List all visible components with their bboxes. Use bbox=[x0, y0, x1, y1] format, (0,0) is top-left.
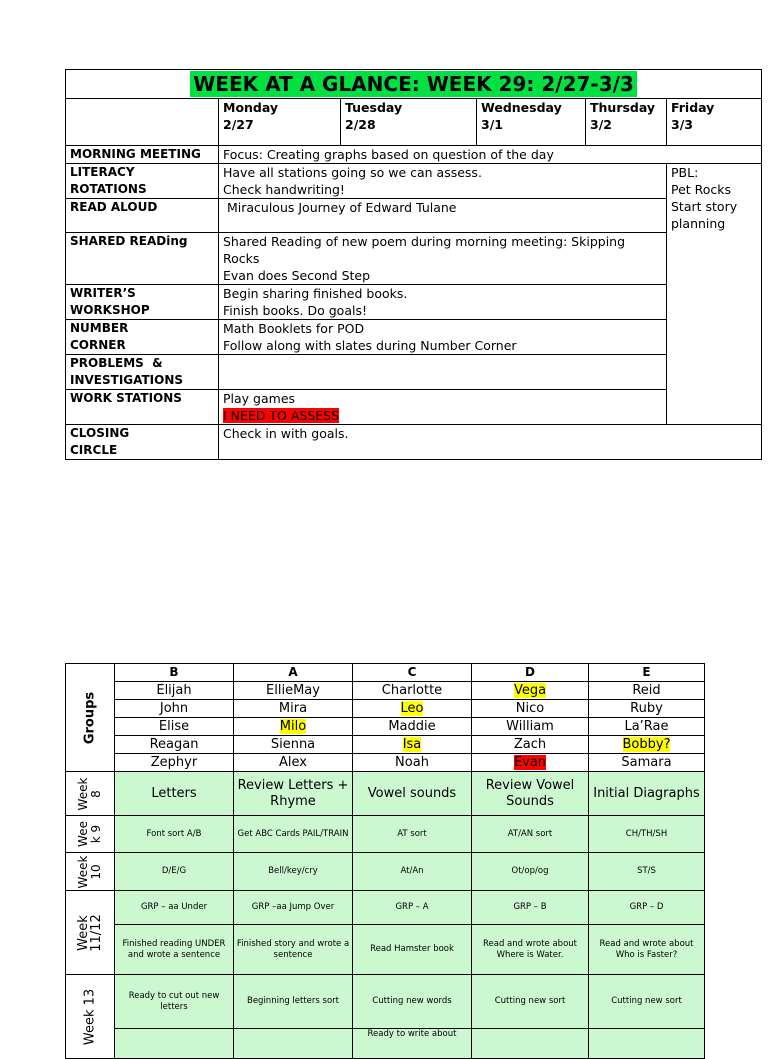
week-label-11-12: Week 11/12 bbox=[66, 891, 115, 975]
day-header-monday: Monday 2/27 bbox=[219, 99, 341, 146]
week-label-8: Week 8 bbox=[66, 772, 115, 816]
week-label-9: Wee k 9 bbox=[66, 816, 115, 853]
student-cell bbox=[353, 700, 472, 718]
week11-cell-c: GRP – A bbox=[353, 891, 472, 925]
week12-cell-e: Read and wrote about Who is Faster? bbox=[589, 925, 705, 975]
closing-circle-cell: Check in with goals. bbox=[219, 425, 762, 460]
student-cell: La’Rae bbox=[589, 718, 705, 736]
group-header-e: E bbox=[589, 664, 705, 682]
week8-cell-d: Review Vowel Sounds bbox=[472, 772, 589, 816]
student-cell: Mira bbox=[234, 700, 353, 718]
week13-cell-a: Beginning letters sort bbox=[234, 975, 353, 1029]
week9-cell-e: CH/TH/SH bbox=[589, 816, 705, 853]
week10-cell-b: D/E/G bbox=[115, 853, 234, 891]
week11-cell-a: GRP –aa Jump Over bbox=[234, 891, 353, 925]
row-label-read-aloud: READ ALOUD bbox=[66, 199, 219, 233]
week9-cell-a: Get ABC Cards PAIL/TRAIN bbox=[234, 816, 353, 853]
shared-reading-cell: Shared Reading of new poem during morning meeting: Skipping Rocks Evan does Second Step bbox=[219, 233, 667, 285]
student-cell bbox=[353, 736, 472, 754]
group-header-a: A bbox=[234, 664, 353, 682]
student-cell: Elise bbox=[115, 718, 234, 736]
week13-cell-d: Cutting new sort bbox=[472, 975, 589, 1029]
student-cell: Maddie bbox=[353, 718, 472, 736]
literacy-rotations-cell: Have all stations going so we can assess. Check handwriting! bbox=[219, 164, 667, 199]
student-cell bbox=[234, 718, 353, 736]
week10-cell-a: Bell/key/cry bbox=[234, 853, 353, 891]
groups-side-label: Groups bbox=[82, 691, 98, 744]
week8-cell-e: Initial Diagraphs bbox=[589, 772, 705, 816]
row-label-literacy-rotations: LITERACY ROTATIONS bbox=[66, 164, 219, 199]
morning-meeting-cell: Focus: Creating graphs based on question of the day bbox=[219, 146, 762, 164]
row-label-work-stations: WORK STATIONS bbox=[66, 390, 219, 425]
student-cell: Zach bbox=[472, 736, 589, 754]
student-cell: Reagan bbox=[115, 736, 234, 754]
week9-cell-c: AT sort bbox=[353, 816, 472, 853]
week11-cell-b: GRP – aa Under bbox=[115, 891, 234, 925]
highlighted-student: Bobby? bbox=[622, 737, 671, 752]
week11-cell-d: GRP – B bbox=[472, 891, 589, 925]
problems-investigations-cell bbox=[219, 355, 667, 390]
row-label-shared-reading: SHARED READing bbox=[66, 233, 219, 285]
week13-cell-b: Ready to cut out new letters bbox=[115, 975, 234, 1029]
pbl-cell: PBL: Pet Rocks Start story planning bbox=[667, 164, 762, 425]
week13b-cell-c: Ready to write about bbox=[353, 1029, 472, 1059]
groups-side-label-cell bbox=[66, 664, 115, 772]
week11-cell-e: GRP – D bbox=[589, 891, 705, 925]
week12-cell-c: Read Hamster book bbox=[353, 925, 472, 975]
week13b-cell-d bbox=[472, 1029, 589, 1059]
student-cell: Ruby bbox=[589, 700, 705, 718]
week8-cell-b: Letters bbox=[115, 772, 234, 816]
student-cell bbox=[472, 754, 589, 772]
week10-cell-c: At/An bbox=[353, 853, 472, 891]
row-label-morning-meeting: MORNING MEETING bbox=[66, 146, 219, 164]
student-cell: Noah bbox=[353, 754, 472, 772]
group-header-c: C bbox=[353, 664, 472, 682]
highlighted-student: Leo bbox=[400, 701, 424, 716]
student-cell: Elijah bbox=[115, 682, 234, 700]
week13b-cell-e bbox=[589, 1029, 705, 1059]
student-cell: Alex bbox=[234, 754, 353, 772]
week13b-cell-a bbox=[234, 1029, 353, 1059]
row-label-number-corner: NUMBER CORNER bbox=[66, 320, 219, 355]
week12-cell-b: Finished reading UNDER and wrote a sentence bbox=[115, 925, 234, 975]
writers-workshop-cell: Begin sharing finished books. Finish books. Do goals! bbox=[219, 285, 667, 320]
week10-cell-d: Ot/op/og bbox=[472, 853, 589, 891]
student-cell: John bbox=[115, 700, 234, 718]
week13-cell-c: Cutting new words bbox=[353, 975, 472, 1029]
day-header-wednesday: Wednesday 3/1 bbox=[477, 99, 586, 146]
week9-cell-d: AT/AN sort bbox=[472, 816, 589, 853]
work-stations-cell: Play games I NEED TO ASSESS bbox=[219, 390, 667, 425]
title-cell bbox=[66, 70, 762, 99]
week12-cell-a: Finished story and wrote a sentence bbox=[234, 925, 353, 975]
row-label-writers-workshop: WRITER’S WORKSHOP bbox=[66, 285, 219, 320]
week9-cell-b: Font sort A/B bbox=[115, 816, 234, 853]
week8-cell-c: Vowel sounds bbox=[353, 772, 472, 816]
week13b-cell-b bbox=[115, 1029, 234, 1059]
student-cell: Charlotte bbox=[353, 682, 472, 700]
page-title: WEEK AT A GLANCE: WEEK 29: 2/27-3/3 bbox=[190, 71, 637, 97]
student-cell: Zephyr bbox=[115, 754, 234, 772]
highlighted-student: Milo bbox=[279, 719, 307, 734]
student-cell: Reid bbox=[589, 682, 705, 700]
day-header-thursday: Thursday 3/2 bbox=[586, 99, 667, 146]
day-header-tuesday: Tuesday 2/28 bbox=[341, 99, 477, 146]
group-header-b: B bbox=[115, 664, 234, 682]
student-cell bbox=[472, 682, 589, 700]
number-corner-cell: Math Booklets for POD Follow along with slates during Number Corner bbox=[219, 320, 667, 355]
highlighted-student-red: Evan bbox=[513, 755, 547, 770]
highlighted-student: Isa bbox=[402, 737, 422, 752]
student-cell: EllieMay bbox=[234, 682, 353, 700]
groups-table bbox=[65, 663, 705, 1059]
corner-cell bbox=[66, 99, 219, 146]
row-label-problems-investigations: PROBLEMS & INVESTIGATIONS bbox=[66, 355, 219, 390]
week10-cell-e: ST/S bbox=[589, 853, 705, 891]
assess-highlight: I NEED TO ASSESS bbox=[223, 408, 340, 423]
highlighted-student: Vega bbox=[513, 683, 547, 698]
day-header-friday: Friday 3/3 bbox=[667, 99, 762, 146]
week-label-13: Week 13 bbox=[66, 975, 115, 1059]
student-cell bbox=[589, 736, 705, 754]
week-at-a-glance-table bbox=[65, 69, 762, 460]
week8-cell-a: Review Letters + Rhyme bbox=[234, 772, 353, 816]
student-cell: Nico bbox=[472, 700, 589, 718]
week13-cell-e: Cutting new sort bbox=[589, 975, 705, 1029]
student-cell: Sienna bbox=[234, 736, 353, 754]
row-label-closing-circle: CLOSING CIRCLE bbox=[66, 425, 219, 460]
read-aloud-cell: Miraculous Journey of Edward Tulane bbox=[219, 199, 667, 233]
student-cell: Samara bbox=[589, 754, 705, 772]
week-label-10: Week 10 bbox=[66, 853, 115, 891]
group-header-d: D bbox=[472, 664, 589, 682]
student-cell: William bbox=[472, 718, 589, 736]
week12-cell-d: Read and wrote about Where is Water. bbox=[472, 925, 589, 975]
